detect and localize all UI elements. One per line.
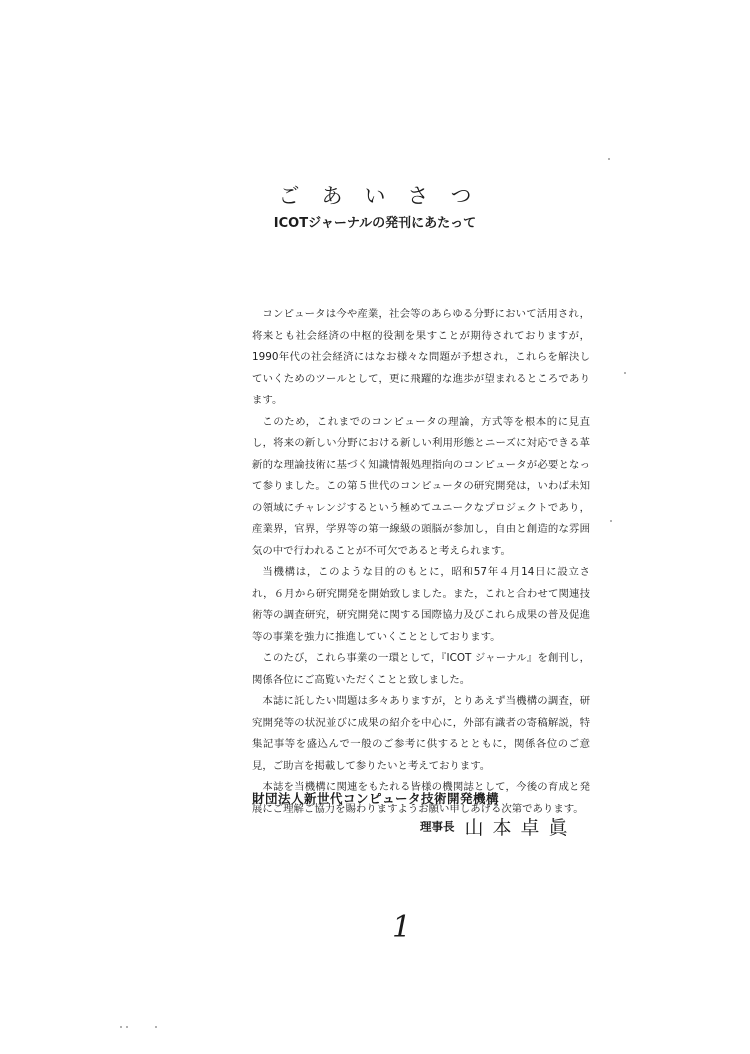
paragraph: 当機構は，このような目的のもとに，昭和57年４月14日に設立され，６月から研究開発を開始致しました。また，これと合わせて関連技術等の調査研究，研究開発に関する国際協力及びこれら成果の普及促進等の事業を強力に推進していくこととしております。 — [252, 566, 590, 643]
page-subtitle: ICOTジャーナルの発刊にあたって — [273, 216, 477, 231]
scan-speck — [608, 158, 610, 160]
signature-name: 山本卓眞 — [464, 817, 577, 839]
body-text — [252, 304, 590, 820]
organization-name: 財団法人新世代コンピュータ技術開発機構 — [252, 791, 500, 806]
paragraph: 本誌に託したい問題は多々ありますが，とりあえず当機構の調査，研究開発等の状況並びに成果の紹介を中心に，外部有識者の寄稿解説，特集記事等を盛込んで一般のご参考に供するとともに，関係各位のご意見，ご助言を掲載して参りたいと考えております。 — [252, 695, 590, 772]
paragraph: コンピュータは今や産業，社会等のあらゆる分野において活用され，将来とも社会経済の中枢的役割を果すことが期待されておりますが，1990年代の社会経済にはなお様々な問題が予想され，これらを解決していくためのツールとして，更に飛躍的な進歩が望まれるところであります。 — [252, 308, 590, 406]
scan-speck — [624, 372, 626, 374]
paragraph: 本誌を当機構に関連をもたれる皆様の機関誌として，今後の育成と発展にご理解ご協力を賜わりますようお願い申しあげる次第であります。 — [252, 781, 590, 815]
page-number: 1 — [392, 910, 412, 945]
signature — [420, 813, 577, 840]
scan-speck — [126, 1026, 128, 1028]
signature-role: 理事長 — [420, 819, 455, 834]
scan-speck — [610, 520, 612, 522]
paragraph: このたび，これら事業の一環として，『ICOT ジャーナル』を創刊し，関係各位にご高覧いただくことと致しました。 — [252, 652, 590, 686]
paragraph: このため，これまでのコンピュータの理論，方式等を根本的に見直し，将来の新しい分野における新しい利用形態とニーズに対応できる革新的な理論技術に基づく知識情報処理指向のコンピュータが必要となって参りました。この第５世代のコンピュータの研究開発は，いわば未知の領域にチャレンジするという極めてユニークなプロジェクトであり，産業界，官界，学界等の第一線級の頭脳が参加し，自由と創造的な雰囲気の中で行われることが不可欠であると考えられます。 — [252, 415, 590, 557]
scan-speck — [155, 1026, 157, 1028]
page-title: ごあいさつ — [278, 184, 494, 208]
scan-speck — [120, 1026, 122, 1028]
